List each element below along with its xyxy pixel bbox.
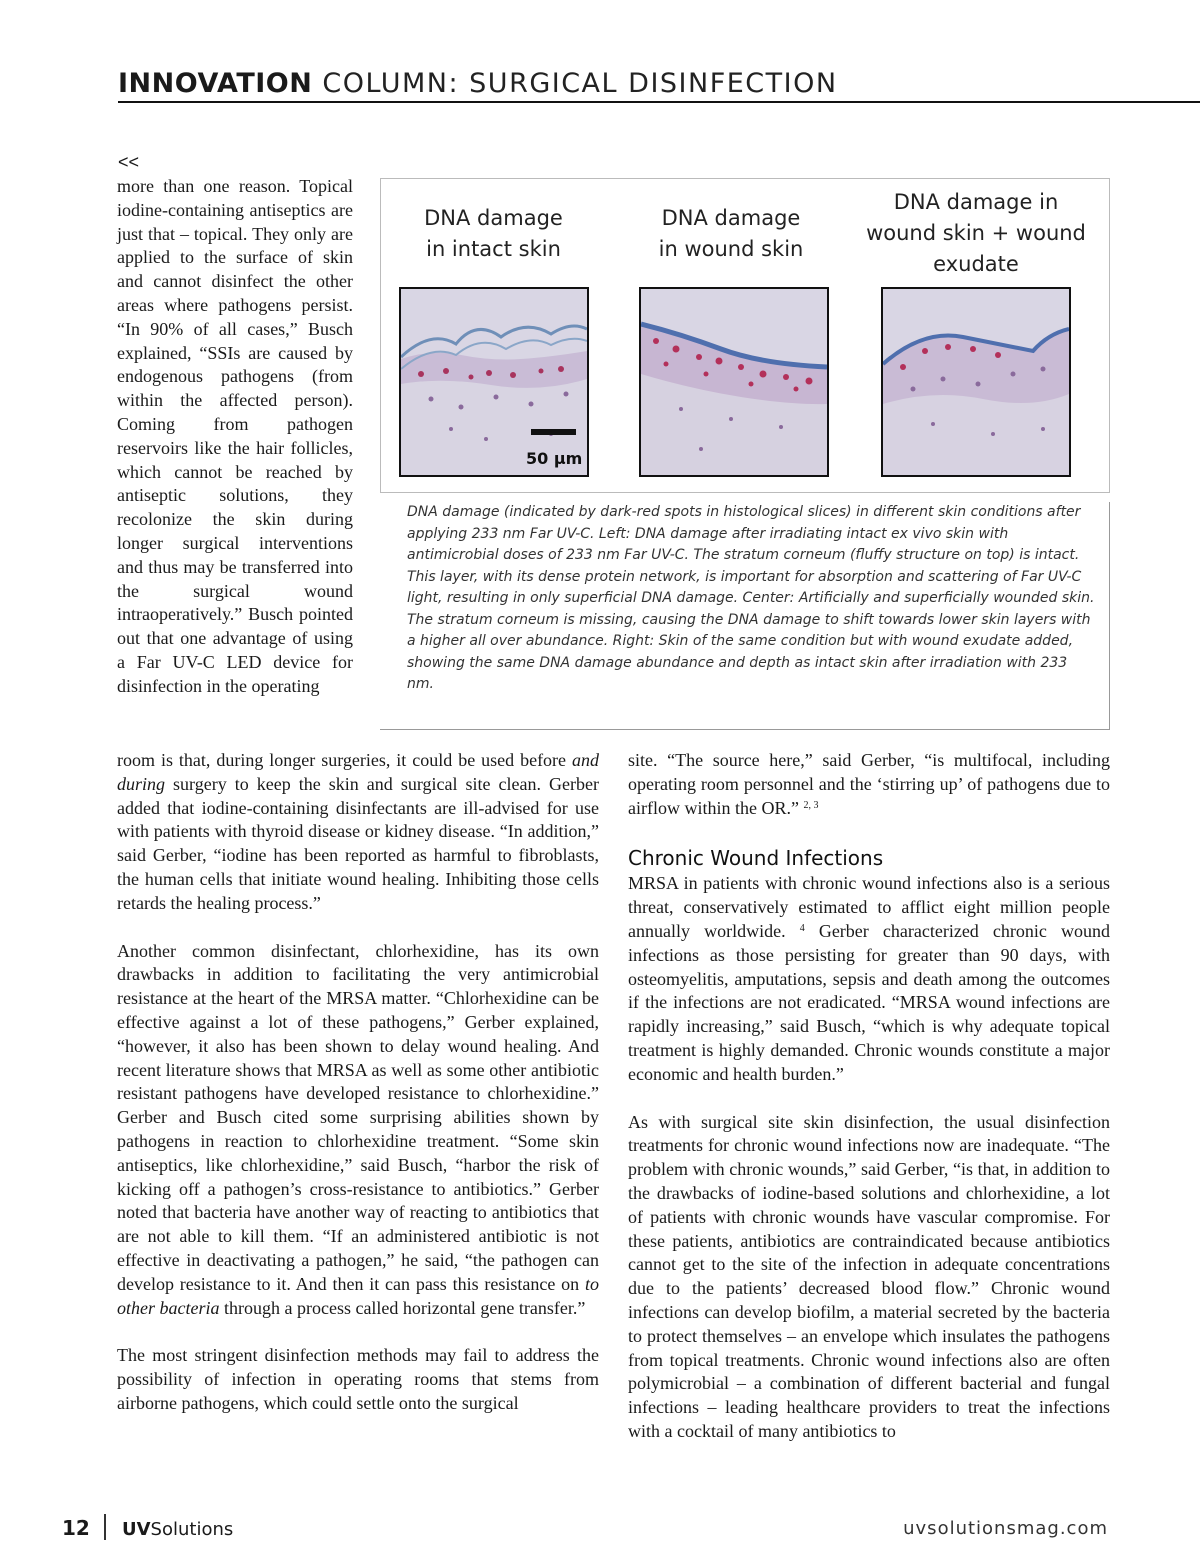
histology-panel-exudate xyxy=(881,287,1071,477)
figure-title-3 xyxy=(856,187,1096,280)
figure-title-1-line-2: in intact skin xyxy=(426,237,561,261)
figure-title-2-line-2: in wound skin xyxy=(658,237,804,261)
header-innovation: INNOVATION xyxy=(118,68,313,99)
footer-brand xyxy=(122,1519,233,1540)
continuation-mark: << xyxy=(118,152,140,172)
left-p1-text-a: room is that, during longer surgeries, it could be used before xyxy=(117,750,572,770)
left-text-column xyxy=(117,749,599,1416)
narrow-text-column xyxy=(117,175,353,699)
figure-title-3-line-3: exudate xyxy=(933,252,1019,276)
brand-solutions: Solutions xyxy=(150,1519,234,1540)
brand-uv: UV xyxy=(122,1519,151,1540)
left-p2-emphasis: to other bacteria xyxy=(117,1273,599,1318)
citation-2-3: 2, 3 xyxy=(803,799,819,811)
figure-title-3-line-1: DNA damage in xyxy=(893,190,1059,214)
right-paragraph-3: As with surgical site skin disinfection, the usual disinfection treatments for chronic wound infections now are inadequate. “The problem with chronic wounds,” said Gerber, “is that, in addition to the drawbacks of iodine-based solutions and chlorhexidine, a lot of patients with chronic wounds have vascular compromise. For these patients, antibiotics are contraindicated because antibiotics cannot get to the site of the infection in adequate concentrations due to the patients’ decreased blood flow.” Chronic wound infections can develop biofilm, a material secreted by the bacteria to protect themselves – an envelope which insulates the pathogens from topical treatments. Chronic wound infections also are often polymicrobial – a combination of different bacterial and fungal infections – leading healthcare providers to treat the infections with a cocktail of many antibiotics to xyxy=(628,1111,1110,1441)
right-p1-text: site. “The source here,” said Gerber, “is multifocal, including operating room personnel and the ‘stirring up’ of pathogens due to airflow within the OR.” xyxy=(628,750,1110,818)
left-p2-text-a: Another common disinfectant, chlorhexidine, has its own drawbacks in addition to facilitating the very antimicrobial resistance at the heart of the MRSA matter. “Chlorhexidine can be effective against a lot of these pathogens,” Gerber explained, “however, it also has been shown to delay wound healing. And recent literature shows that MRSA as well as some other antibiotic resistant pathogens have developed resistance to chlorhexidine.” Gerber and Busch cited some surprising abilities shown by pathogens in reaction to chlorhexidine treatment. “Some skin antiseptics, like chlorhexidine,” said Busch, “harbor the risk of kicking off a pathogen’s cross-resistance to antibiotics.” Gerber noted that bacteria have another way of reacting to antibiotics that are not able to kill them. “If an administered antibiotic is not effective in deactivating a pathogen,” he said, “the pathogen can develop resistance to it. And then it can pass this resistance on xyxy=(117,940,599,1294)
right-paragraph-1 xyxy=(628,749,1110,820)
narrow-paragraph: more than one reason. Topical iodine-containing antiseptics are just that – topical. They only are applied to the surface of skin and cannot disinfect the other areas where pathogens persist. “In 90% of all cases,” Busch explained, “SSIs are caused by endogenous pathogens (from within the affected person). Coming from pathogen reservoirs like the hair follicles, which cannot be reached by antiseptic solutions, they recolonize the skin during longer surgical interventions and thus may be transferred into the surgical wound intraoperatively.” Busch pointed out that one advantage of using a Far UV-C LED device for disinfection in the operating xyxy=(117,176,353,696)
figure-title-2 xyxy=(636,203,826,265)
right-p2-text-b: Gerber characterized chronic wound infections as those persisting for greater than 90 days, with osteomyelitis, amputations, sepsis and death among the outcomes if the infections are not eradicated. “MRSA wound infections are rapidly increasing,” said Busch, “which is why adequate topical treatment is highly demanded. Chronic wounds constitute a major economic and health burden.” xyxy=(628,920,1111,1084)
left-paragraph-3: The most stringent disinfection methods may fail to address the possibility of infection in operating rooms that stems from airborne pathogens, which could settle onto the surgical xyxy=(117,1345,599,1413)
figure-title-1 xyxy=(401,203,586,265)
figure-title-1-line-1: DNA damage xyxy=(424,206,563,230)
figure-image xyxy=(380,178,1110,493)
header-rule xyxy=(118,101,1200,103)
figure-caption-box xyxy=(380,502,1110,730)
figure-title-2-line-1: DNA damage xyxy=(661,206,801,230)
scale-bar-label: 50 µm xyxy=(526,449,583,468)
left-paragraph-2 xyxy=(117,940,599,1321)
figure-title-3-line-2: wound skin + wound xyxy=(866,221,1086,245)
footer-separator xyxy=(104,1514,106,1540)
section-heading: Chronic Wound Infections xyxy=(628,846,884,871)
histology-panel-wound xyxy=(639,287,829,477)
right-p2-text-a: MRSA in patients with chronic wound infections also is a serious threat, conservatively estimated to afflict eight million people annually worldwide. xyxy=(628,873,1110,941)
left-p1-text-b: surgery to keep the skin and surgical site clean. Gerber added that iodine-containing disinfectants are ill-advised for use with patients with thyroid disease or kidney disease. “In addition,” said Gerber, “iodine has been reported as harmful to fibroblasts, the human cells that initiate wound healing. Inhibiting those cells retards the healing process.” xyxy=(117,773,599,913)
left-paragraph-1 xyxy=(117,749,599,916)
citation-4: 4 xyxy=(799,922,805,934)
left-p1-emphasis: and during xyxy=(117,750,599,794)
column-header xyxy=(118,64,838,104)
page-number: 12 xyxy=(62,1516,90,1540)
right-text-column xyxy=(628,749,1110,1444)
histology-panel-intact xyxy=(399,287,589,477)
header-section: COLUMN: SURGICAL DISINFECTION xyxy=(312,68,838,99)
right-paragraph-2 xyxy=(628,872,1110,1086)
left-p2-text-b: through a process called horizontal gene transfer.” xyxy=(219,1297,586,1318)
footer-url: uvsolutionsmag.com xyxy=(903,1518,1108,1539)
figure-caption: DNA damage (indicated by dark-red spots in histological slices) in different skin conditions after applying 233 nm Far UV-C. Left: DNA damage after irradiating intact ex vivo skin with antimicrobial doses of 233 nm Far UV-C. The stratum corneum (fluffy structure on top) is intact. This layer, with its dense protein network, is important for absorption and scattering of Far UV-C light, resulting in only superficial DNA damage. Center: Artificially and superficially wounded skin. The stratum corneum is missing, causing the DNA damage to shift towards lower skin layers with a higher all over abundance. Right: Skin of the same condition but with wound exudate added, showing the same DNA damage abundance and depth as intact skin after irradiation with 233 nm. xyxy=(407,504,1095,692)
